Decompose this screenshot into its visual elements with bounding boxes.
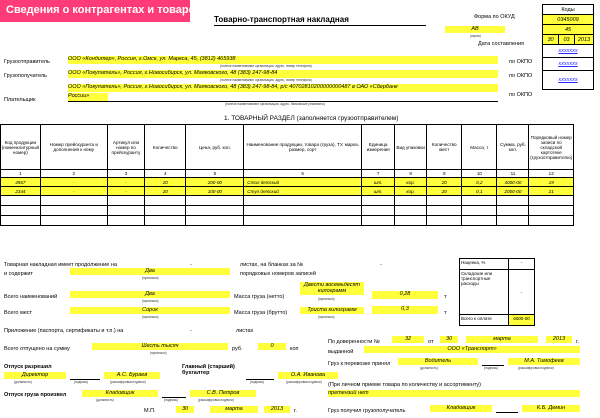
- shipped-position-field[interactable]: Кладовщик: [82, 390, 158, 397]
- cell-sum[interactable]: 4000-00: [497, 178, 529, 187]
- sender-label: Грузоотправитель: [4, 59, 50, 65]
- col-header-package: Вид упаковки: [395, 125, 427, 170]
- cargo-position-caption: (должность): [420, 366, 438, 370]
- released-label: Всего отпущено на сумму: [4, 346, 70, 352]
- allowed-position-field[interactable]: Директор: [4, 372, 66, 379]
- col-header-places: Количество мест: [427, 125, 462, 170]
- codes-table: [542, 4, 594, 90]
- okpo-receiver[interactable]: xxxxxxx: [543, 58, 594, 71]
- receiver-caption: (полное наименование организации, адрес, номер телефона): [220, 78, 312, 82]
- gross-words-field[interactable]: Триста килограмм: [300, 307, 364, 314]
- claim-field[interactable]: претензий нет: [328, 390, 580, 397]
- col-number: 1: [1, 170, 41, 178]
- sheets-label: листах, на бланках за №: [240, 262, 304, 268]
- cell-mass[interactable]: 0,1: [462, 187, 497, 196]
- gross-label: Масса груза (брутто): [234, 310, 288, 316]
- cell-unit[interactable]: шт.: [362, 187, 395, 196]
- attach-label: Приложение (паспорта, сертификаты и т.п.) на: [4, 328, 124, 334]
- codes-header: Коды: [543, 5, 594, 15]
- cell-article[interactable]: -: [107, 187, 144, 196]
- ship-year-suffix: г.: [294, 408, 297, 414]
- appendix-text: Товарная накладная имеет продолжение на: [4, 262, 117, 268]
- net-words-field[interactable]: Двести восемьдесят килограмм: [300, 282, 364, 295]
- cell-name[interactable]: Стул детский: [244, 187, 362, 196]
- cell-price[interactable]: 100-00: [186, 187, 244, 196]
- chief-label: Главный (старший) бухгалтер: [182, 364, 235, 376]
- chief-sign-caption: (подпись): [250, 380, 265, 384]
- col-number: 9: [427, 170, 462, 178]
- received-name-field[interactable]: К.Б. Демин: [522, 405, 580, 412]
- cell-code[interactable]: 2344: [1, 187, 41, 196]
- contains-label: и содержит: [4, 271, 33, 277]
- col-number: 6: [244, 170, 362, 178]
- document-title: Товарно-транспортная накладная: [214, 15, 426, 26]
- payer-field-line2[interactable]: России»: [68, 93, 108, 101]
- kop-field[interactable]: 0: [258, 343, 286, 350]
- note-label: (При личном приеме товара по количеству и ассортименту): [328, 382, 481, 388]
- allowed-label: Отпуск разрешил: [4, 364, 52, 370]
- attach-sheets: листах: [236, 328, 254, 334]
- cargo-name-field[interactable]: М.А. Тимофеев: [508, 358, 580, 365]
- date-label: Дата составления: [478, 41, 524, 47]
- allowed-name-field[interactable]: А.С. Бураев: [104, 372, 160, 379]
- col-header-sum: Сумма, руб. коп.: [497, 125, 529, 170]
- table-row: [1, 187, 574, 196]
- doc-series-field[interactable]: АВ: [445, 26, 505, 33]
- payer-label: Плательщик: [4, 97, 36, 103]
- date-year[interactable]: 2013: [575, 35, 594, 45]
- cell-code[interactable]: 4567: [1, 178, 41, 187]
- sheets-dash: -: [380, 262, 382, 268]
- proxy-month-field[interactable]: марта: [466, 336, 538, 343]
- table-row: [1, 216, 574, 226]
- okud-label: Форма по ОКУД: [474, 14, 515, 20]
- col-number: 12: [529, 170, 574, 178]
- rub-label: руб.: [232, 346, 243, 352]
- released-field[interactable]: Шесть тысяч: [92, 343, 228, 350]
- shipped-sign-caption: (подпись): [164, 398, 179, 402]
- net-caption: (прописью): [318, 297, 335, 301]
- table-row: [1, 178, 574, 187]
- shipped-name-caption: (расшифровка подписи): [198, 398, 234, 402]
- released-caption: (прописью): [150, 351, 167, 355]
- ship-year-field[interactable]: 2013: [264, 406, 290, 413]
- kop-label: коп: [290, 346, 299, 352]
- ship-day-field[interactable]: 30: [176, 406, 194, 413]
- col-number: 10: [462, 170, 497, 178]
- cell-unit[interactable]: шт.: [362, 178, 395, 187]
- col-header-quantity: Количество: [145, 125, 186, 170]
- cell-quantity[interactable]: 20: [145, 187, 186, 196]
- net-label: Масса груза (нетто): [234, 294, 285, 300]
- date-day[interactable]: 30: [543, 35, 559, 45]
- okpo-label-receiver: по ОКПО: [509, 73, 533, 79]
- col-header-name: Наименование продукции, товара (груза), ТУ, марка, размер, сорт: [244, 125, 362, 170]
- received-label: Груз получил грузополучатель: [328, 408, 406, 414]
- net-ton: т: [444, 294, 447, 300]
- sender-field[interactable]: ООО «Кондитер», Россия, г.Омск, ул. Маркса, 45, (3812) 465938: [68, 56, 498, 64]
- col-number: 3: [107, 170, 144, 178]
- payer-caption: (полное наименование организации, адрес, банковские реквизиты): [225, 102, 325, 106]
- names-caption: (прописью): [142, 299, 159, 303]
- doc-number-code[interactable]: 45: [543, 25, 594, 35]
- places-field[interactable]: Сорок: [70, 307, 230, 314]
- proxy-label: По доверенности №: [328, 339, 380, 345]
- col-number: 8: [395, 170, 427, 178]
- col-number: 5: [186, 170, 244, 178]
- receiver-field[interactable]: ООО «Покупатель», Россия, г.Новосибирск, ул. Маяковского, 48 (383) 247-98-84: [68, 70, 498, 78]
- cell-record[interactable]: 19: [529, 178, 574, 187]
- received-position-field[interactable]: Кладовщик: [430, 405, 492, 412]
- col-header-code: Код продукции (номенклатурный номер): [1, 125, 41, 170]
- cell-name[interactable]: Стол детский: [244, 178, 362, 187]
- col-number: 7: [362, 170, 395, 178]
- gross-caption: (прописью): [318, 315, 335, 319]
- stamp-label: М.П.: [144, 408, 156, 414]
- attach-dash: -: [190, 328, 192, 334]
- records-field[interactable]: Два: [70, 268, 230, 275]
- sender-caption: (полное наименование организации, адрес, номер телефона): [220, 64, 312, 68]
- col-header-unit: Единица измерения: [362, 125, 395, 170]
- shipped-position-caption: (должность): [96, 398, 114, 402]
- header-banner: [0, 0, 195, 22]
- shipped-label: Отпуск груза произвел: [4, 392, 67, 398]
- markup-value[interactable]: -: [509, 259, 535, 270]
- proxy-day-field[interactable]: 30: [440, 336, 458, 343]
- chief-name-caption: (расшифровка подписи): [286, 380, 322, 384]
- allowed-position-caption: (должность): [14, 380, 32, 384]
- allowed-sign-caption: (подпись): [74, 380, 89, 384]
- table-row: [1, 206, 574, 216]
- goods-table: [0, 124, 574, 226]
- total-label: Всего к оплате: [460, 315, 509, 326]
- okpo-payer[interactable]: xxxxxxx: [543, 71, 594, 90]
- cell-mass[interactable]: 0,2: [462, 178, 497, 187]
- allowed-name-caption: (расшифровка подписи): [110, 380, 146, 384]
- col-header-article: Артикул или номер по прейскуранту: [107, 125, 144, 170]
- payer-field-line1[interactable]: ООО «Покупатель», Россия, г.Новосибирск, ул. Маяковского, 48 (383) 247-98-84, р/с 40702810200000000487 в ОАО «Сбербанк: [68, 84, 498, 92]
- cell-pricelist[interactable]: -: [40, 178, 107, 187]
- okud-code[interactable]: 0345009: [543, 15, 594, 25]
- section-title: 1. ТОВАРНЫЙ РАЗДЕЛ (заполняется грузоотправителем): [224, 115, 399, 122]
- date-month[interactable]: 03: [559, 35, 575, 45]
- names-label: Всего наименований: [4, 294, 58, 300]
- proxy-from: от: [428, 339, 434, 345]
- net-value-field[interactable]: 0,28: [372, 291, 438, 299]
- cargo-name-caption: (расшифровка подписи): [518, 366, 554, 370]
- gross-value-field[interactable]: 0,3: [372, 306, 438, 314]
- cell-article[interactable]: -: [107, 178, 144, 187]
- col-number: 11: [497, 170, 529, 178]
- cargo-position-field[interactable]: Водитель: [398, 358, 478, 365]
- places-label: Всего мест: [4, 310, 33, 316]
- cell-places[interactable]: 20: [427, 187, 462, 196]
- proxy-year-field[interactable]: 2013: [546, 336, 572, 343]
- names-field[interactable]: Два: [70, 291, 230, 298]
- okpo-label-sender: по ОКПО: [509, 59, 533, 65]
- proxy-number-field[interactable]: 32: [392, 336, 424, 343]
- cell-package[interactable]: кор.: [395, 178, 427, 187]
- markup-label: Наценка, %: [460, 259, 509, 270]
- banner-title: Сведения о контрагентах и товаре: [6, 4, 195, 16]
- gross-ton: т: [444, 310, 447, 316]
- col-header-mass: Масса, т: [462, 125, 497, 170]
- cell-sum[interactable]: 2000-00: [497, 187, 529, 196]
- issued-field[interactable]: ООО «Транспорт»: [364, 346, 580, 353]
- issued-label: выданной: [328, 349, 354, 355]
- records-label: порядковых номеров записей: [240, 271, 316, 277]
- totals-table: [459, 258, 535, 326]
- col-number: 4: [145, 170, 186, 178]
- okpo-sender[interactable]: xxxxxxx: [543, 45, 594, 58]
- total-value[interactable]: 6000-00: [509, 315, 535, 326]
- okpo-label-payer: по ОКПО: [509, 92, 533, 98]
- col-header-pricelist: Номер прейскуранта и дополнения к нему: [40, 125, 107, 170]
- cell-pricelist[interactable]: -: [40, 187, 107, 196]
- warehouse-value[interactable]: -: [509, 270, 535, 315]
- doc-series-caption: (серия): [470, 34, 481, 38]
- cell-places[interactable]: 20: [427, 178, 462, 187]
- receiver-label: Грузополучатель: [4, 73, 48, 79]
- col-number: 2: [40, 170, 107, 178]
- places-caption: (прописью): [142, 315, 159, 319]
- col-header-price: Цена, руб. коп.: [186, 125, 244, 170]
- cell-package[interactable]: кор.: [395, 187, 427, 196]
- records-caption: (прописью): [142, 276, 159, 280]
- chief-name-field[interactable]: О.А. Иванова: [278, 372, 338, 379]
- appendix-dash: -: [190, 262, 192, 268]
- table-row: [1, 196, 574, 206]
- cell-record[interactable]: 21: [529, 187, 574, 196]
- cargo-sign-caption: (подпись): [484, 366, 499, 370]
- shipped-name-field[interactable]: С.В. Петров: [190, 390, 256, 397]
- ship-month-field[interactable]: марта: [210, 406, 258, 413]
- warehouse-label: Складские или транспортные расходы: [460, 270, 509, 315]
- cell-quantity[interactable]: 20: [145, 178, 186, 187]
- cell-price[interactable]: 200-00: [186, 178, 244, 187]
- col-header-record: Порядковый номер записи по складской картотеке (грузоотправителю): [529, 125, 574, 170]
- proxy-year-suffix: г.: [576, 339, 579, 345]
- cargo-label: Груз к перевозке принял: [328, 361, 391, 367]
